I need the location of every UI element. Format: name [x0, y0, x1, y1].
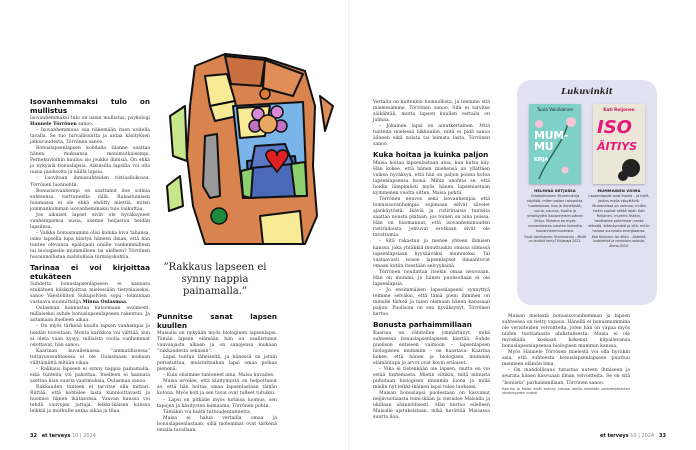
page-gutter — [348, 0, 349, 450]
book-description: Lapsenlapset ovat ihania – ja kyllä, joskus myös väsyttäviä. Mummeissa on voimaa, mutta hekin saavat vetää rajat. Kati Reijonen, mummi itsekin, herättelee pohtimaan omaa elämää, ikääntymistä ja sitä, mihin haluaa suunnata energiaansa. — [588, 194, 650, 233]
pull-quote: ”Rakkaus lapseen ei synny nappia painamalla.” — [163, 262, 267, 297]
paragraph — [30, 282, 150, 306]
paragraph: – Luovitaan ihmissuhteiden ristiaallokossa, Törrönen luonnehtii. — [30, 176, 150, 188]
book-recommendation — [524, 104, 586, 244]
subheading: Isovanhemmaksi tulo on mullistus — [30, 97, 150, 115]
paragraph: Bonusisovanhempi on saattanut itse solmia suhteensa varttuneella iällä. Rakastumisen huumassa ei ole ehkä ehditty miettiä, miten jommankumman isovanhemmaksi tulo vaikuttaa. — [30, 188, 150, 212]
paragraph: – Vika ei tietenkään ole lapsen, mutta en voi estää tuntemasta. Mietin siltikin, mitä minusta puhutaan biologisen mummin luona ja millä mielin nyt leikki-ikäinen lapsi tulee luokseni. — [373, 366, 490, 391]
paragraph: – Rakkaus lapseen ei synny nappia painamalla, eikä tunteita voi pakottaa. Itselleen ei kannata asettaa liian suuria vaatimuksia, Oulasmaa sanoo. — [30, 366, 150, 384]
paragraph: – On myös tärkeää kuulla lapsen vanhempia ja heidän toiveitaan. Monta karikkoa voi välttää, kun ei oleta vaan kysyy, millaista roolia vanhemmat odottavat, hän sanoo. — [30, 324, 150, 348]
box-title: Lukuvinkit — [561, 87, 613, 97]
book-heading: MUMMIUDEN VOIMA — [597, 189, 641, 193]
cover-author: Tuula Vainikainen — [536, 107, 574, 112]
book-description: Omakohtainen Mummukirja näyttää, miten paljon rakkautta, huolenpitoa, iloa ja ihmetystä, surua, naurua, huolta ja yhteisyyttä isovanhemmuuteen liittyy. Mukana on myös monenlaisten naisten tarinoita isovanhemmuudesta. — [526, 194, 584, 233]
paragraph: Maisa ei halua vertailla omaa ja bonuslapsenlastaan, sillä molemmat ovat tärkeitä omalla tavallaan. — [157, 415, 277, 433]
paragraph: Jos aikuiset lapset eivät ole hyväksyneet vanhempiensa uusia, asenne heijastuu heidän lapsiinsa. — [30, 212, 150, 230]
cover-subtitle: ÄITIYS — [597, 140, 638, 153]
paragraph: – Jo ensimmäisen lapsenlapseni synnyttyä teimme selväksi, että tämä pieni ihminen on minulle tärkeä ja tulen olemaan hänen kanssaan paljon. Puolisoni on sen hyväksynyt, Törrönen kertoo. — [373, 287, 490, 318]
paragraph: Oulasmaa kannustaa katsomaan avoimesti, millaiseksi suhde bonuslapsenlapseen rakentuu. Ja antamaan itselleen aikaa. — [30, 306, 150, 324]
paragraph: Maisan mielestä bonusisovanhemman ja lapsen suhteessa on tietty vapaus. Hänellä ei bonusmummina ole verisiteiden velvoitteita, joten hän on vapaa myös niiden tuottamasta ahdistuksesta. Maisa ei ole myöskään koskaan kokenut kilpailevansa bonuslapsenlapsensa biologisen mummin kanssa. — [502, 314, 630, 350]
subheading: Tarinaa ei voi kirjoittaa etukäteen — [30, 263, 150, 281]
page-number: 33 — [658, 433, 666, 439]
cover-subtitle: KIRJA — [534, 157, 548, 163]
subheading: Kuka hoitaa ja kuinka paljon — [373, 150, 489, 160]
stained-glass-illustration — [165, 46, 335, 246]
paragraph: Maisa hoitaa lapsenlastaan aina, kun kutsu käy. Hän kokee, että hänen miehensä on yllättäen vaikea hyväksyä, että hän on paljon poissa kotoa lapsenlapsensa luona. Mihin unohtui se, että hoidin lämpimästi myös hänen lapsenlastaan kymmenen vuotta sitten, Maisa pohtii. — [373, 160, 490, 197]
issue-number: 10 | 2024 — [72, 433, 96, 439]
cover-title — [597, 119, 637, 155]
paragraph: Maisan bonuslapsi puolestaan on kasvanut neljävuotiaasta teini-ikään ja vierailee Maisalla ja ukillaan säännöllisesti. Hän kertoo edelleen Maisalle ajatuksistaan, mikä herättää Maisassa suurta iloa. — [373, 391, 490, 421]
paragraph: Kaarinan kuvailemassa ”ammatillisessa” tuttavuussuhteessa ei ole Oulasmaan mukaan välttämättä mitään vikaa. — [30, 348, 150, 366]
article-column-2 — [157, 310, 277, 434]
page-footer-right — [600, 433, 666, 439]
subheading: Bonusta parhaimmillaan — [373, 320, 472, 330]
issue-number: 10 | 2024 — [630, 433, 655, 439]
cover-title-text: ISO — [597, 117, 632, 138]
paragraph: Kaarina on vähitellen ymmärtänyt, mikä suhteessa bonuslapsenlapseen hiertää. Suhde puolison entiseen vaimoon – lapsenlapsen biologiseen mummiin – on haastava. Kaarina kokee, että hänen ja biologisen mummin elämäntapa ja arvot ovat kovin erilaiset. — [373, 330, 490, 366]
footnote: Kaarina ja Maisa eivät esiinny jutussa omilla nimillään perheenjäsenten yksityisyyden vuoksi. — [502, 386, 630, 396]
person-name: Hannele Törrönen — [30, 122, 77, 128]
paragraph: – Jokainen lapsi on ainutkertainen. Mitä tunteita mielessä liikkuukin, niitä ei pidä sanoa ääneen eikä nolata tai leimata lasta, Törrönen sanoo. — [373, 124, 490, 148]
book-credit: Tuula Vainikainen: Mummukirja – Mistä on isoäidit tehty? Kirjapaja 2021. — [524, 235, 587, 244]
paragraph: Tämäkin voi lisätä tuttuudentunnetta. — [163, 409, 252, 415]
paragraph: – Kuin olisimme tunteneet aina, Maisa kuvailee. — [163, 373, 275, 379]
book-recommendation — [588, 104, 650, 248]
book-cover — [529, 104, 581, 184]
paragraph: Törrönen noudattaa itsekin omaa neuvoaan. Hän on mummi, ja hänen puolisollaan ei ole lapsenlapsia. — [373, 269, 490, 287]
paragraph: Maisalla on nykyään myös biologinen lapsenlapsi. Tämän lapsen elämään hän on osallistunut vauvaajasta alkaen ja on sanojensa mukaan ”rakkaudesta sekaisin”. — [157, 331, 277, 355]
page-number: 32 — [30, 433, 37, 439]
paragraph: Törrönen neuvoo sekä isovanhempia että bonusisovanhempia sopimaan selvät sävelet ajankäytöstä. Ikäviä ja ristiriitaisia tunteita saattaa nousta pintaan, jos toinen on aina poissa. Hän on huomannut, että isovanhemmuuden ristiriidoista johtuvat erotkaan eivät ole tavattomia. — [373, 197, 490, 239]
text: Isovanhemmaksi tulo on usein mullistus, psykologi — [30, 116, 150, 121]
paragraph: Myös Hannele Törrösen mielestä voi olla hyväkin asia, että suhteesta bonuslapsenlapseen puuttuu menneen elämän lima. — [502, 350, 630, 368]
text: Suhdetta bonuslapsenlapseen ei kannata etukäteen käsikirjoittaa mielessään tietynlaiseksi, sanoo Väestöliiton Sukupolvien sopu -toiminnan vastaava suunnittelija — [30, 282, 150, 306]
article-column-4 — [502, 314, 630, 396]
book-credit: Kati Reijonen: Iso äitiys – Äideistä, isoäideistä ja vanhoista naisista. Atena 2024. — [591, 235, 647, 248]
article-column-1 — [30, 95, 150, 415]
paragraph: Maisa arvelee, että kiintymystä on helpottanut se, että hän hoitaa omaa lapsenlastaan tämän kotona. Myös koti ja sen tavat ovat tulleet tutuiksi. — [157, 379, 277, 397]
paragraph: Lapsi tuntuu läheiseltä, ja hänessä on jotain perustuttua, muistuttaahan lapsi omaa poikaa pienenä. — [157, 355, 277, 373]
magazine-name: et terveys — [41, 433, 71, 439]
paragraph: Vertailu on kuitenkin luonnollista, ja teemme sitä mielessämme, Törrönen sanoo. Sitä ei tarvitse säikähtää, mutta lapsen kuullen vertailu on julmaa. — [373, 100, 490, 124]
article-column-3 — [373, 100, 490, 421]
cover-title-text: MUM-MU — [534, 129, 569, 153]
paragraph: Rakkauden tunteen ei tarvitse olla mittari. Riittää, että kohtelee lasta kunnioittavasti ja huomioi hänen ikätasonsa. Vauvan kanssa voi tehdä vauvojen juttuja, leikki-ikäisen kanssa leikkiä ja murkulle antaa aikaa ja tilaa. — [30, 384, 150, 415]
book-heading: HELMINÄ KETJUSSA — [534, 189, 576, 193]
paragraph: – Lapsi on pitkälle myös kotinsa luomus, sen tapojen ja käsitysten leimaama, Törrönen pohtii. — [157, 397, 277, 409]
magazine-name: et terveys — [600, 433, 629, 439]
paragraph: – Sitä rakastuu ja menee yhteen ihmisen kanssa, joka yhtäkkiä muuttuukin omissa silmissä lapsenlapsiaan hyysääväksi mummoksi. Tai vastaavasti toisen lapsenlapset ilmaantuvat omaan kotiin itsestään selvyyksinä. — [373, 239, 490, 269]
person-name: Minna Oulasmaa — [82, 300, 127, 306]
subheading: Punnitse sanat lapsen kuullen — [157, 312, 277, 330]
book-cover — [593, 104, 645, 184]
paragraph — [30, 116, 150, 128]
paragraph: Bonuslapsenlapsen kohdalla tilanne saattaa hänen mukaansa monimutkaisempi. Perhekuvioihin kuuluu iso joukko ihmisiä. On ehkä jo nykyisiä bonuslapsia. Aikuisilla lapsilla voi olla uusia puolisoita ja näillä lapsia. — [30, 146, 150, 176]
paragraph: – On mahdollisuus tutustua uuteen ihmiseen ja seurata hänen kasvuaan ilman velvoitteita. Se on sitä ”bonusta” parhaimmillaan, Törrönen sanoo. — [502, 368, 630, 386]
text: sanoo. — [76, 122, 94, 128]
text: . — [126, 300, 128, 306]
reading-tips-box — [517, 80, 657, 305]
cover-title — [534, 130, 581, 166]
page-footer-left — [30, 433, 96, 439]
paragraph: – Vaikka bonusmummi olisi kuinka kiva tahansa, onko lapsella lupa kiintyä häneen ilman, että hän tuntee olevansa epälojaali omille vanhemmilleen tai biologiselle mummilleen tai ukilleen? Törrönen havainnollistaa mahdollisia törmäyskohtia. — [30, 230, 150, 261]
cover-author: Kati Reijonen — [603, 107, 635, 112]
paragraph: – Isovanhemmuus saa näkemään itsen uudella tavalla. Se tuo turvallisuutta ja antaa käsityksen jatkuvuudesta, Törrönen sanoo. — [30, 128, 150, 146]
